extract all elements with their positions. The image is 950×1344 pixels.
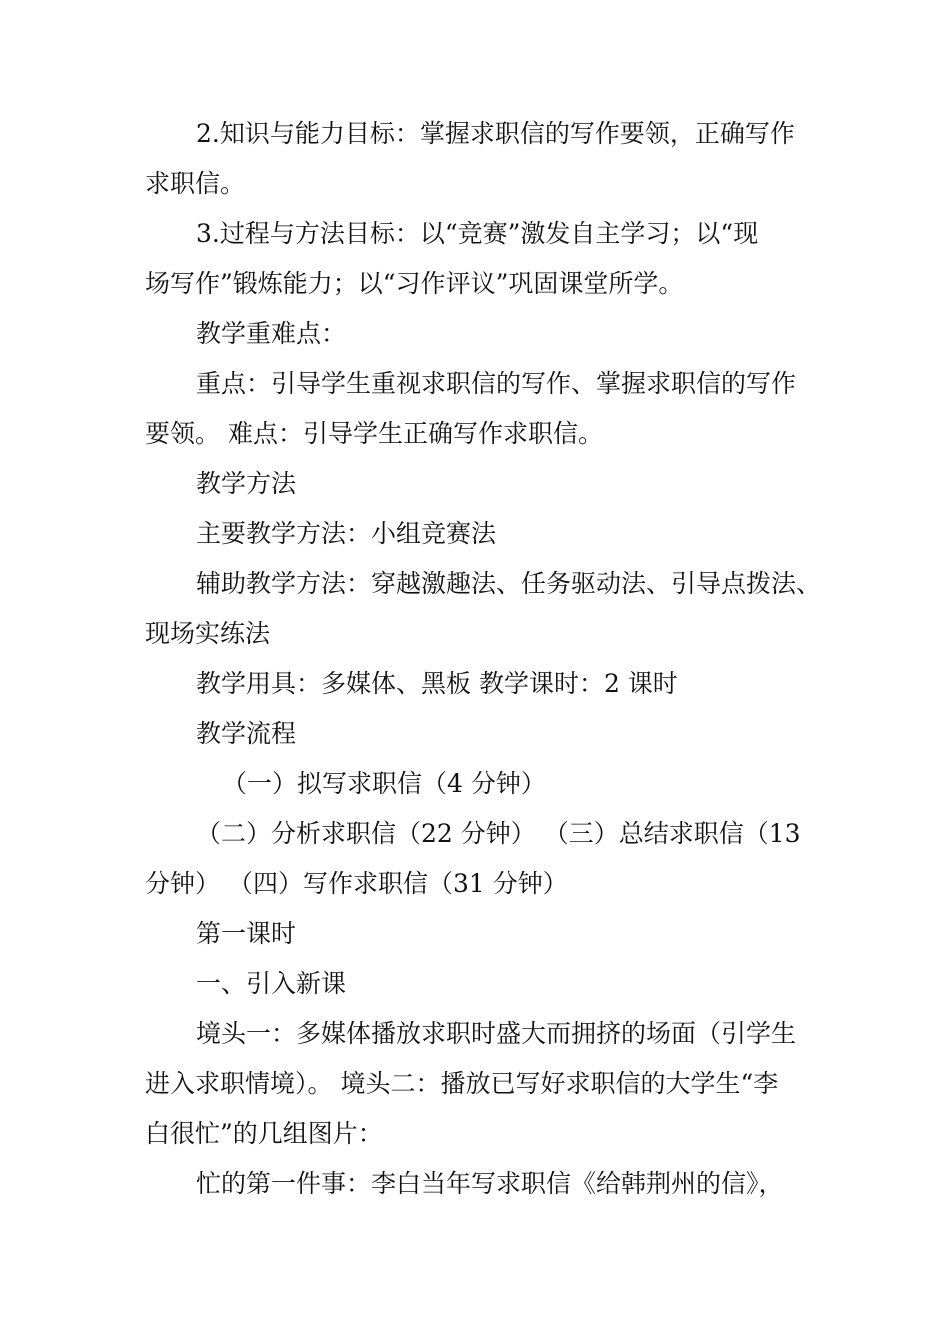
text-line-4: 场写作”锻炼能力；以“习作评议”巩固课堂所学。 — [145, 269, 684, 298]
text-line-12: 教学用具：多媒体、黑板 教学课时：2 课时 — [196, 669, 678, 698]
text-line-7: 要领。 难点：引导学生正确写作求职信。 — [145, 419, 603, 448]
section-heading-intro: 一、引入新课 — [196, 969, 347, 998]
section-heading-first-lesson: 第一课时 — [196, 919, 297, 948]
text-line-2: 求职信。 — [145, 169, 246, 198]
text-line-1: 2.知识与能力目标：掌握求职信的写作要领，正确写作 — [196, 119, 795, 148]
text-line-21: 白很忙”的几组图片： — [145, 1119, 383, 1148]
section-heading-method: 教学方法 — [196, 469, 297, 498]
section-heading-flow: 教学流程 — [196, 719, 297, 748]
text-line-20: 进入求职情境）。 境头二：播放已写好求职信的大学生“李 — [145, 1069, 779, 1098]
text-line-22: 忙的第一件事：李白当年写求职信《给韩荆州的信》， — [196, 1169, 784, 1198]
text-line-11: 现场实练法 — [145, 619, 271, 648]
text-line-9: 主要教学方法：小组竞赛法 — [196, 519, 497, 548]
section-heading-difficulty: 教学重难点： — [196, 319, 347, 348]
text-line-3: 3.过程与方法目标：以“竞赛”激发自主学习；以“现 — [196, 219, 759, 248]
text-line-14: （一）拟写求职信（4 分钟） — [222, 769, 546, 798]
text-line-19: 境头一：多媒体播放求职时盛大而拥挤的场面（引学生 — [196, 1019, 797, 1048]
text-line-10: 辅助教学方法：穿越激趣法、任务驱动法、引导点拨法、 — [196, 569, 822, 598]
text-line-16: 分钟） （四）写作求职信（31 分钟） — [145, 869, 568, 898]
text-line-6: 重点：引导学生重视求职信的写作、掌握求职信的写作 — [196, 369, 797, 398]
text-line-15: （二）分析求职信（22 分钟） （三）总结求职信（13 — [196, 819, 801, 848]
